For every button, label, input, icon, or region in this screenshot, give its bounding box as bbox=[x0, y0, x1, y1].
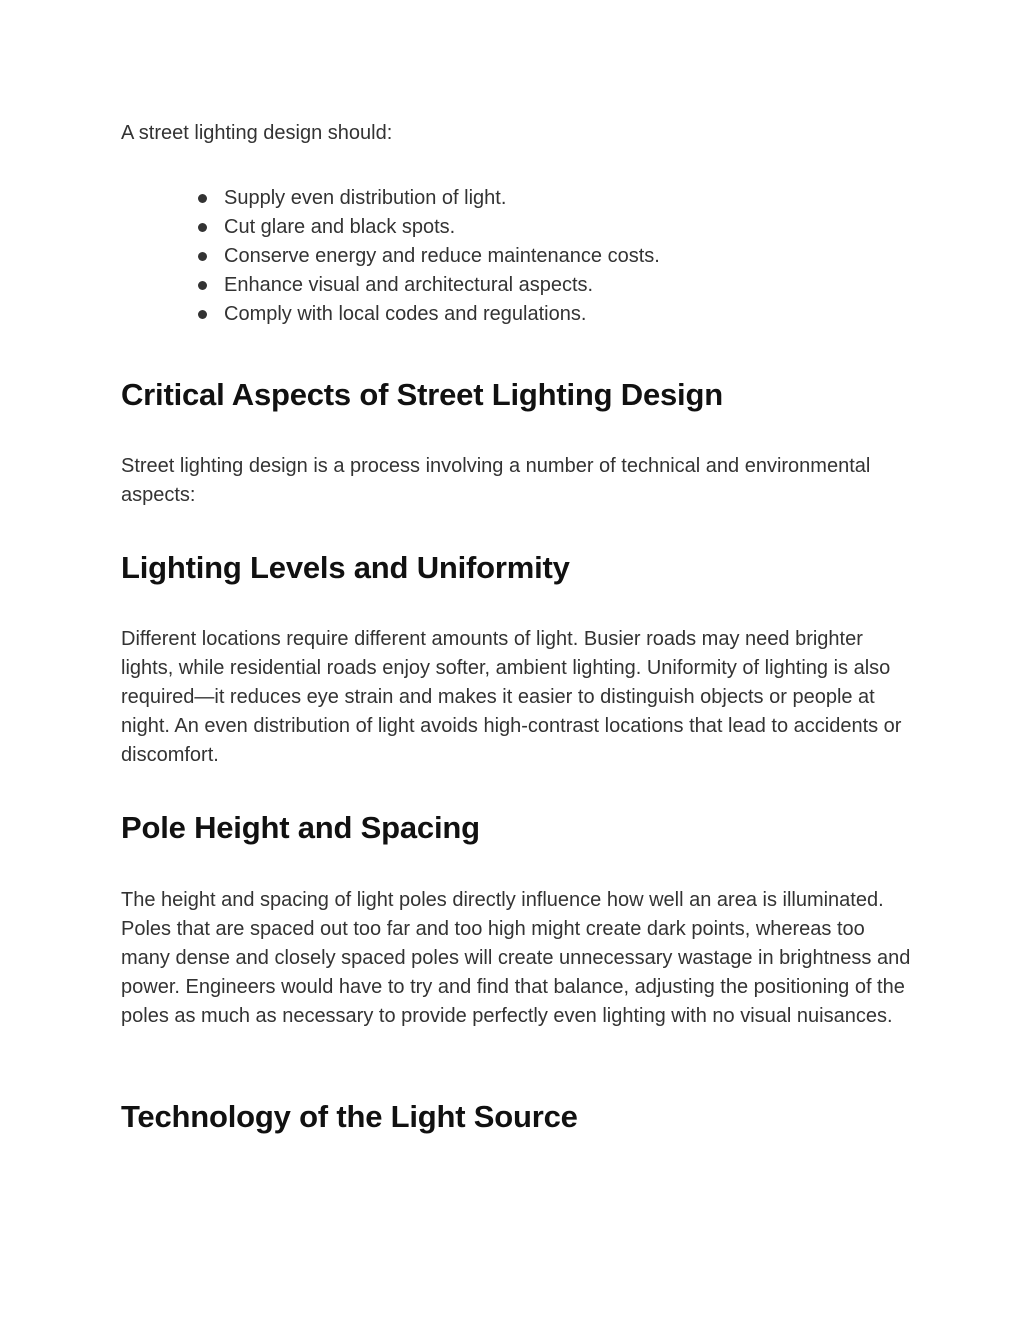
bullet-icon bbox=[198, 281, 207, 290]
list-item bbox=[121, 300, 660, 329]
requirements-list bbox=[121, 184, 660, 329]
heading-critical-aspects: Critical Aspects of Street Lighting Design bbox=[121, 377, 723, 412]
list-item-text: Conserve energy and reduce maintenance costs. bbox=[224, 245, 660, 267]
bullet-icon bbox=[198, 194, 207, 203]
list-item-text: Supply even distribution of light. bbox=[224, 187, 507, 209]
bullet-icon bbox=[198, 252, 207, 261]
heading-lighting-levels: Lighting Levels and Uniformity bbox=[121, 550, 570, 585]
paragraph-pole-height: The height and spacing of light poles directly influence how well an area is illuminated. Poles that are spaced out too far and too high might create dark points, whereas too many dense and closely spaced poles will create unnecessary wastage in brightness and power. Engineers would have to try and find that balance, adjusting the positioning of the poles as much as necessary to provide perfectly even lighting with no visual nuisances. bbox=[121, 889, 911, 1027]
heading-light-source-technology: Technology of the Light Source bbox=[121, 1099, 578, 1134]
list-item bbox=[121, 184, 660, 213]
list-item-text: Enhance visual and architectural aspects. bbox=[224, 274, 594, 296]
heading-pole-height: Pole Height and Spacing bbox=[121, 810, 480, 845]
list-item bbox=[121, 242, 660, 271]
list-item bbox=[121, 213, 660, 242]
list-item-text: Comply with local codes and regulations. bbox=[224, 303, 587, 325]
bullet-icon bbox=[198, 223, 207, 232]
list-item bbox=[121, 271, 660, 300]
bullet-icon bbox=[198, 310, 207, 319]
intro-text: A street lighting design should: bbox=[121, 122, 393, 144]
list-item-text: Cut glare and black spots. bbox=[224, 216, 456, 238]
paragraph-lighting-levels: Different locations require different amounts of light. Busier roads may need brighter lights, while residential roads enjoy softer, ambient lighting. Uniformity of lighting is also required—it reduces eye strain and makes it easier to distinguish objects or people at night. An even distribution of light avoids high-contrast locations that lead to accidents or discomfort. bbox=[121, 628, 902, 766]
paragraph-critical-aspects: Street lighting design is a process involving a number of technical and environmental aspects: bbox=[121, 455, 871, 506]
